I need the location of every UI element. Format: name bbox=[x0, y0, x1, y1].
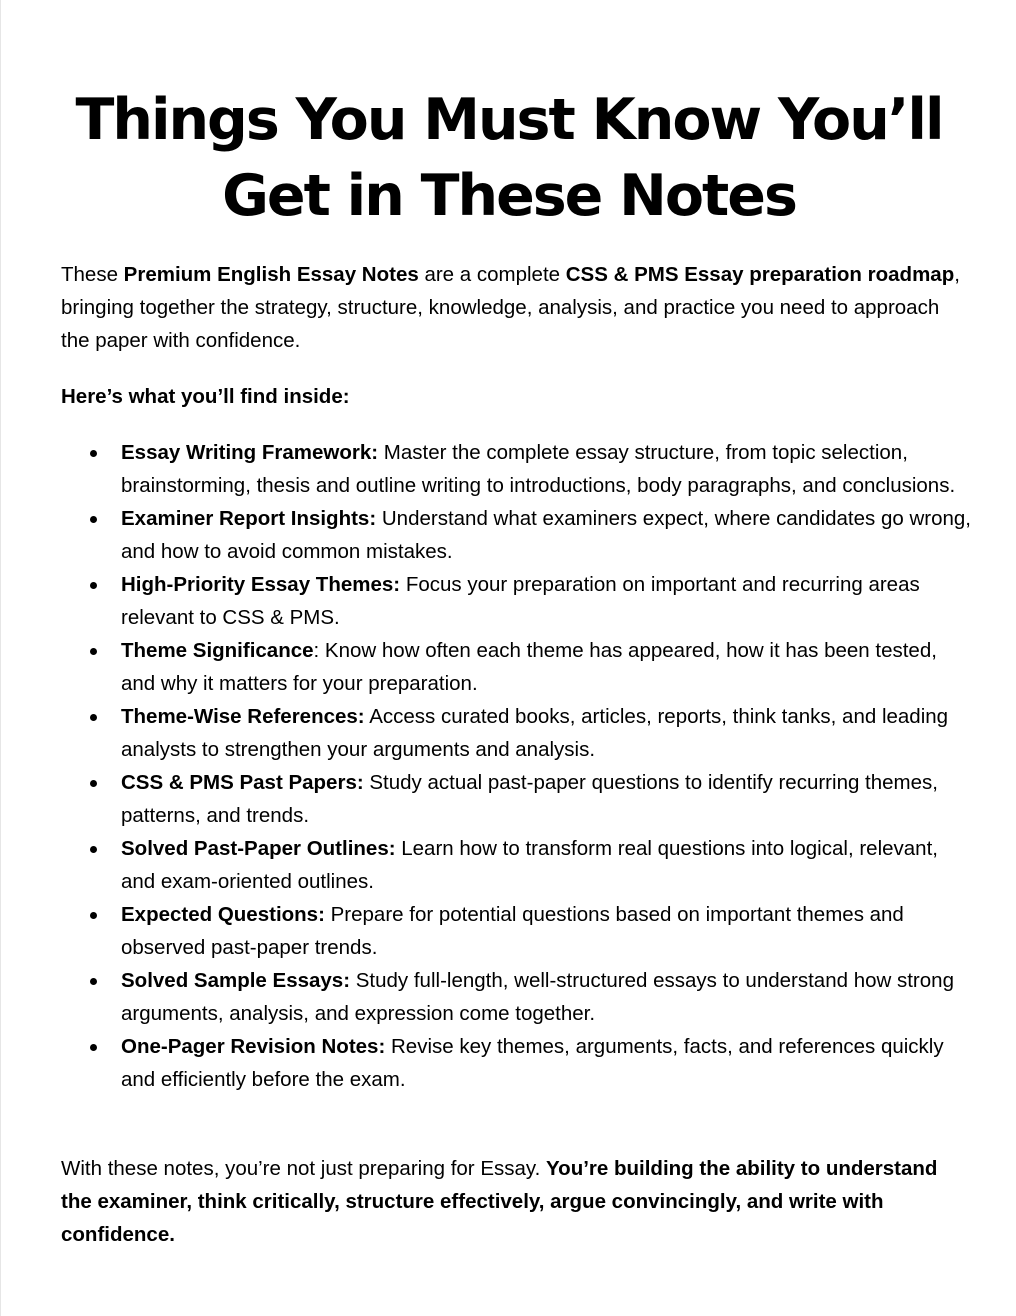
feature-description: Prepare for potential questions based on important themes and observed past-paper trends. bbox=[121, 903, 904, 959]
feature-item-expected-questions bbox=[61, 898, 971, 964]
feature-item-solved-past-paper-outlines bbox=[61, 832, 971, 898]
intro-paragraph bbox=[61, 258, 971, 357]
feature-term: Theme Significance bbox=[121, 639, 314, 662]
bullet-icon bbox=[90, 648, 97, 655]
bullet-icon bbox=[90, 1044, 97, 1051]
bullet-icon bbox=[90, 714, 97, 721]
feature-term: One-Pager Revision Notes: bbox=[121, 1035, 386, 1058]
bullet-icon bbox=[90, 450, 97, 457]
feature-item-examiner-report-insights bbox=[61, 502, 971, 568]
intro-text: These bbox=[61, 263, 124, 286]
feature-item-theme-wise-references bbox=[61, 700, 971, 766]
feature-description: : Know how often each theme has appeared, how it has been tested, and why it matters for your preparation. bbox=[121, 639, 937, 695]
bullet-icon bbox=[90, 846, 97, 853]
feature-description: Study full-length, well-structured essays to understand how strong arguments, analysis, and expression come together. bbox=[121, 969, 954, 1025]
feature-description: Study actual past-paper questions to identify recurring themes, patterns, and trends. bbox=[121, 771, 938, 827]
feature-term: Solved Past-Paper Outlines: bbox=[121, 837, 396, 860]
intro-text: , bringing together the strategy, structure, knowledge, analysis, and practice you need to approach the paper with confidence. bbox=[61, 263, 960, 352]
intro-text: are a complete bbox=[418, 263, 566, 286]
feature-description: Master the complete essay structure, from topic selection, brainstorming, thesis and outline writing to introductions, body paragraphs, and conclusions. bbox=[121, 441, 956, 497]
bullet-icon bbox=[90, 978, 97, 985]
feature-item-essay-writing-framework bbox=[61, 436, 971, 502]
intro-emphasis: Premium English Essay Notes bbox=[123, 263, 419, 286]
feature-description: Access curated books, articles, reports, think tanks, and leading analysts to strengthen your arguments and analysis. bbox=[121, 705, 949, 761]
closing-emphasis: You’re building the ability to understand the examiner, think critically, structure effectively, argue convincingly, and write with confidence. bbox=[61, 1157, 938, 1246]
feature-description: Revise key themes, arguments, facts, and references quickly and efficiently before the exam. bbox=[121, 1035, 944, 1091]
feature-item-high-priority-essay-themes bbox=[61, 568, 971, 634]
feature-term: Essay Writing Framework: bbox=[121, 441, 379, 464]
feature-description: Focus your preparation on important and recurring areas relevant to CSS & PMS. bbox=[121, 573, 920, 629]
page-title: Things You Must Know You’ll Get in These Notes bbox=[75, 87, 943, 229]
feature-term: Expected Questions: bbox=[121, 903, 325, 926]
bullet-icon bbox=[90, 516, 97, 523]
closing-paragraph bbox=[61, 1152, 971, 1251]
feature-term: Examiner Report Insights: bbox=[121, 507, 377, 530]
feature-list bbox=[61, 436, 971, 1096]
bullet-icon bbox=[90, 582, 97, 589]
feature-item-theme-significance bbox=[61, 634, 971, 700]
feature-item-one-pager-revision-notes bbox=[61, 1030, 971, 1096]
feature-item-solved-sample-essays bbox=[61, 964, 971, 1030]
feature-term: Solved Sample Essays: bbox=[121, 969, 351, 992]
bullet-icon bbox=[90, 780, 97, 787]
feature-term: High-Priority Essay Themes: bbox=[121, 573, 401, 596]
bullet-icon bbox=[90, 912, 97, 919]
list-heading: Here’s what you’ll find inside: bbox=[61, 385, 350, 408]
feature-term: CSS & PMS Past Papers: bbox=[121, 771, 364, 794]
intro-emphasis: CSS & PMS Essay preparation roadmap bbox=[565, 263, 955, 286]
feature-description: Understand what examiners expect, where candidates go wrong, and how to avoid common mistakes. bbox=[121, 507, 972, 563]
closing-text: With these notes, you’re not just preparing for Essay. bbox=[61, 1157, 547, 1180]
feature-description: Learn how to transform real questions into logical, relevant, and exam-oriented outlines. bbox=[121, 837, 938, 893]
feature-term: Theme-Wise References: bbox=[121, 705, 365, 728]
feature-item-past-papers bbox=[61, 766, 971, 832]
